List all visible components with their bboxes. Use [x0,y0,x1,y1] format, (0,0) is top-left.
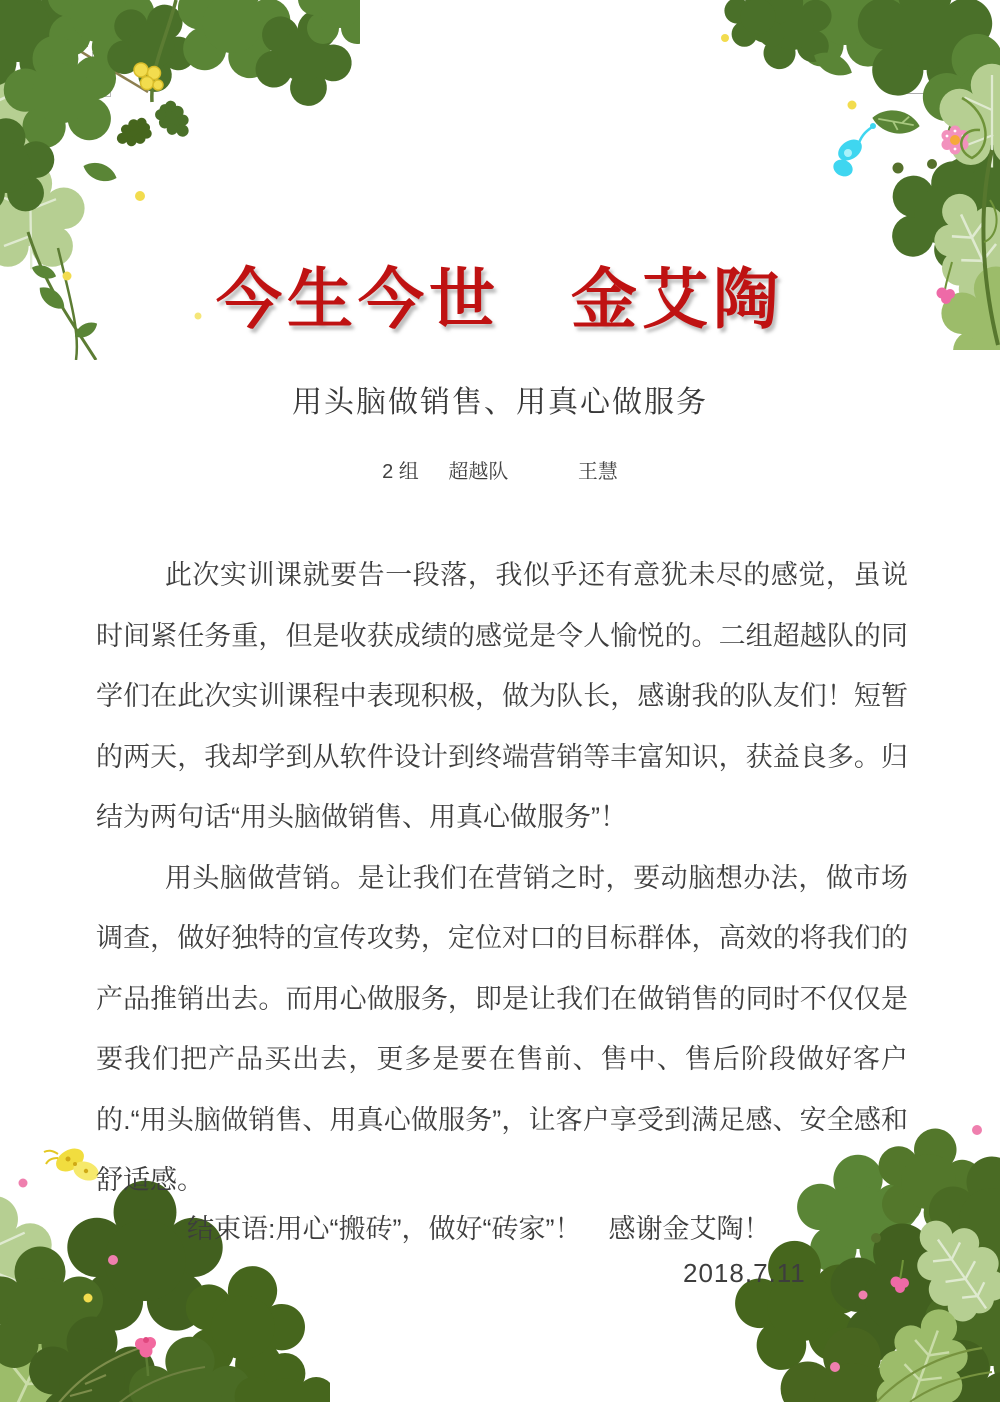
date: 2018.7.11 [683,1258,806,1288]
closing-line: 结束语:用心“搬砖”，做好“砖家”！ 感谢金艾陶！ [187,1214,771,1244]
byline-author: 王慧 [577,461,618,483]
byline-team: 超越队 [448,461,509,483]
paragraph: 此次实训课就要告一段落，我似乎还有意犹未尽的感觉，虽说时间紧任务重，但是收获成绩的感觉是令人愉悦的。二组超越队的同学们在此次实训课程中表现积极，做为队长，感谢我的队友们！短暂的两天，我却学到从软件设计到终端营销等丰富知识，获益良多。归结为两句话“用头脑做销售、用真心做服务”！ [96,560,908,832]
blue-butterfly-icon [831,123,876,179]
falling-leaf-icon [870,107,921,137]
body-text [96,545,908,1211]
subtitle: 用头脑做销售、用真心做服务 [292,386,708,419]
falling-leaf-icon [81,158,120,186]
byline [0,455,1000,484]
leaf-cluster-icon [0,0,360,211]
page-title: 今生今世 金艾陶 [216,262,784,337]
paragraph: 用头脑做营销。是让我们在营销之时，要动脑想办法，做市场调查，做好独特的宣传攻势，定位对口的目标群体，高效的将我们的产品推销出去。而用心做服务，即是让我们在做销售的同时不仅仅是要我们把产品买出去，更多是要在售前、售中、售后阶段做好客户的.“用头脑做销售、用真心做服务”，让客户享受到满足感、安全感和舒适感。 [96,862,908,1195]
byline-group: 2 组 [382,461,419,483]
yellow-butterfly-icon [44,1144,101,1184]
